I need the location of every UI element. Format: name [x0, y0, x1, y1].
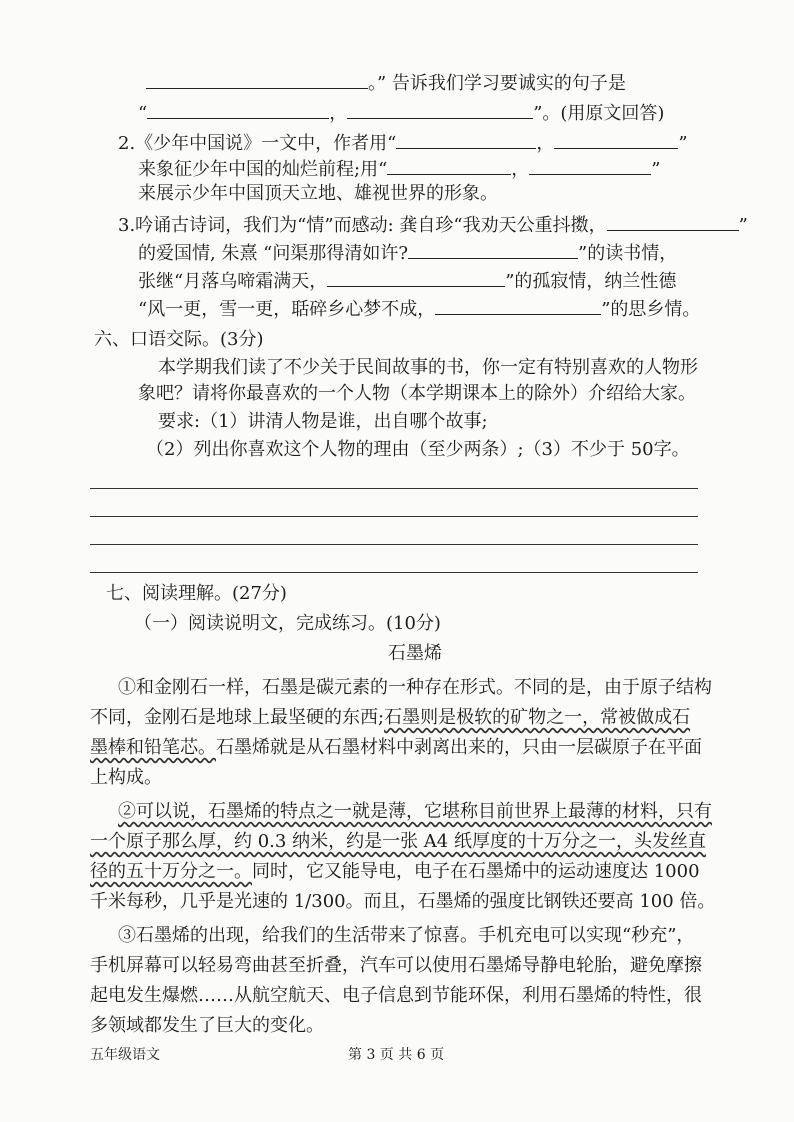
answer-blank[interactable]	[408, 240, 578, 259]
footer-subject: 五年级语文	[90, 1047, 160, 1063]
para-3-line-4: 多领域都发生了巨大的变化。	[90, 1015, 324, 1036]
writing-line[interactable]	[90, 572, 698, 573]
q5-item-3c: 张继“月落乌啼霜满天， ”的孤寂情，纳兰性德	[0, 268, 794, 294]
answer-blank[interactable]	[554, 130, 678, 149]
underlined-sentence: 墨棒和铅笔芯。	[90, 737, 216, 758]
answer-blank[interactable]	[146, 70, 368, 89]
writing-line[interactable]	[90, 488, 698, 489]
answer-blank[interactable]	[529, 156, 651, 175]
answer-blank[interactable]	[396, 130, 536, 149]
section-6-prompt-1: 本学期我们读了不少关于民间故事的书，你一定有特别喜欢的人物形	[158, 357, 698, 378]
q5-item-2: 2.《少年中国说》一文中，作者用“ ， ”	[0, 130, 794, 156]
para-2-line-3: 径的五十万分之一。同时，它又能导电，电子在石墨烯中的运动速度达 1000	[90, 861, 700, 882]
section-6-requirement-1: 要求:（1）讲清人物是谁，出自哪个故事;	[158, 411, 488, 432]
q5-item-3b: 的爱国情, 朱熹 “问渠那得清如许? ”的读书情，	[0, 240, 794, 266]
q5-line-1: 。” 告诉我们学习要诚实的句子是	[0, 70, 794, 96]
section-6-prompt-2: 象吧？请将你最喜欢的一个人物（本学期课本上的除外）介绍给大家。	[138, 383, 696, 404]
para-3-line-2: 手机屏幕可以轻易弯曲甚至折叠，汽车可以使用石墨烯导静电轮胎，避免摩擦	[90, 955, 702, 976]
para-3-line-3: 起电发生爆燃……从航空航天、电子信息到节能环保，利用石墨烯的特性，很	[90, 985, 702, 1006]
answer-blank[interactable]	[147, 100, 329, 119]
section-6-heading: 六、口语交际。(3分)	[94, 329, 264, 350]
answer-blank[interactable]	[435, 296, 601, 315]
underlined-sentence: 石墨则是极软的矿物之一，常被做成石	[384, 707, 691, 728]
para-2-line-2	[0, 830, 794, 854]
answer-blank[interactable]	[327, 268, 505, 287]
answer-blank[interactable]	[347, 100, 533, 119]
para-1-line-3: 墨棒和铅笔芯。石墨烯就是从石墨材料中剥离出来的，只由一层碳原子在平面	[90, 737, 702, 758]
article-title: 石墨烯	[388, 643, 442, 664]
footer-page-number: 第 3 页 共 6 页	[348, 1047, 445, 1063]
reading-1-heading: （一）阅读说明文，完成练习。(10分)	[134, 613, 441, 634]
writing-line[interactable]	[90, 516, 698, 517]
q5-item-2b: 来象征少年中国的灿烂前程;用“ ， ”	[0, 156, 794, 182]
writing-line[interactable]	[90, 544, 698, 545]
q5-item-2c: 来展示少年中国顶天立地、雄视世界的形象。	[138, 183, 498, 204]
para-1-line-1: ①和金刚石一样，石墨是碳元素的一种存在形式。不同的是，由于原子结构	[118, 677, 712, 698]
q5-line-2: “ ， ”。(用原文回答)	[0, 100, 794, 126]
q5-item-3d: “风一更，雪一更，聒碎乡心梦不成， ”的思乡情。	[0, 296, 794, 322]
answer-blank[interactable]	[387, 156, 511, 175]
section-7-heading: 七、阅读理解。(27分)	[106, 583, 287, 604]
answer-blank[interactable]	[607, 212, 739, 231]
underlined-sentence: 一个原子那么厚，约 0.3 纳米，约是一张 A4 纸厚度的十万分之一，头发丝直	[90, 831, 706, 852]
section-6-requirement-2: （2）列出你喜欢这个人物的理由（至少两条）;（3）不少于 50字。	[146, 439, 690, 460]
para-2-line-4: 千米每秒，几乎是光速的 1/300。而且，石墨烯的强度比钢铁还要高 100 倍。	[90, 891, 716, 912]
q5-item-3: 3.吟诵古诗词，我们为“情”而感动: 龚自珍“我劝天公重抖擞， ”	[0, 212, 794, 238]
underlined-sentence: 径的五十万分之一。	[90, 861, 252, 882]
para-1-line-2: 不同，金刚石是地球上最坚硬的东西;石墨则是极软的矿物之一，常被做成石	[90, 707, 691, 728]
para-3-line-1: ③石墨烯的出现，给我们的生活带来了惊喜。手机充电可以实现“秒充”，	[118, 925, 695, 946]
para-2-line-1	[0, 800, 794, 824]
underlined-sentence: ②可以说，石墨烯的特点之一就是薄，它堪称目前世界上最薄的材料，只有	[118, 801, 712, 822]
para-1-line-4: 上构成。	[90, 767, 162, 788]
